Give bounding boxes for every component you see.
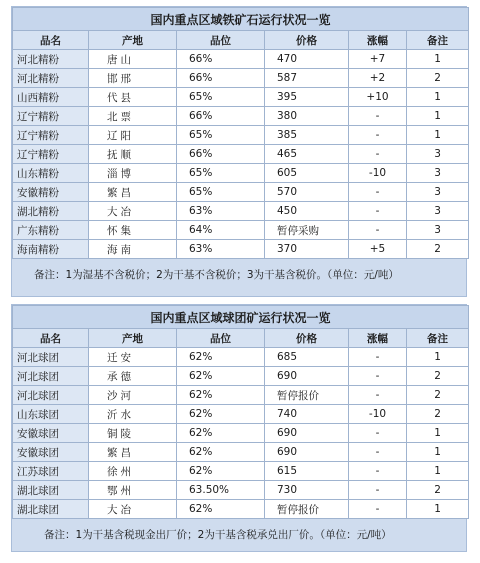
cell-grade: 62% bbox=[177, 367, 265, 386]
cell-price: 370 bbox=[265, 240, 349, 259]
cell-grade: 62% bbox=[177, 386, 265, 405]
cell-product-name: 辽宁精粉 bbox=[13, 145, 89, 164]
header-note: 备注 bbox=[407, 329, 469, 348]
cell-note: 2 bbox=[407, 367, 469, 386]
cell-product-name: 辽宁精粉 bbox=[13, 107, 89, 126]
cell-origin: 怀集 bbox=[89, 221, 177, 240]
cell-change: - bbox=[349, 126, 407, 145]
table-title: 国内重点区域球团矿运行状况一览 bbox=[13, 306, 469, 329]
table-row bbox=[13, 443, 469, 462]
cell-change: +7 bbox=[349, 50, 407, 69]
cell-change: - bbox=[349, 221, 407, 240]
cell-origin: 繁昌 bbox=[89, 443, 177, 462]
cell-price: 570 bbox=[265, 183, 349, 202]
cell-change: - bbox=[349, 443, 407, 462]
table-row bbox=[13, 240, 469, 259]
cell-price: 385 bbox=[265, 126, 349, 145]
cell-change: -10 bbox=[349, 164, 407, 183]
table-row bbox=[13, 88, 469, 107]
cell-product-name: 河北精粉 bbox=[13, 69, 89, 88]
cell-price: 615 bbox=[265, 462, 349, 481]
cell-change: - bbox=[349, 424, 407, 443]
cell-note: 2 bbox=[407, 405, 469, 424]
cell-grade: 64% bbox=[177, 221, 265, 240]
table-row bbox=[13, 145, 469, 164]
cell-product-name: 山西精粉 bbox=[13, 88, 89, 107]
cell-note: 1 bbox=[407, 348, 469, 367]
cell-note: 1 bbox=[407, 443, 469, 462]
cell-product-name: 河北球团 bbox=[13, 386, 89, 405]
table-title-row bbox=[13, 8, 469, 31]
cell-product-name: 湖北球团 bbox=[13, 481, 89, 500]
cell-product-name: 海南精粉 bbox=[13, 240, 89, 259]
cell-product-name: 山东球团 bbox=[13, 405, 89, 424]
cell-origin: 淄博 bbox=[89, 164, 177, 183]
cell-note: 2 bbox=[407, 481, 469, 500]
cell-grade: 63% bbox=[177, 240, 265, 259]
cell-change: +5 bbox=[349, 240, 407, 259]
cell-price: 690 bbox=[265, 443, 349, 462]
table-row bbox=[13, 202, 469, 221]
cell-grade: 63.50% bbox=[177, 481, 265, 500]
cell-price: 395 bbox=[265, 88, 349, 107]
cell-price: 470 bbox=[265, 50, 349, 69]
table-row bbox=[13, 50, 469, 69]
cell-grade: 62% bbox=[177, 443, 265, 462]
cell-product-name: 河北球团 bbox=[13, 348, 89, 367]
cell-note: 3 bbox=[407, 145, 469, 164]
cell-origin: 邯邢 bbox=[89, 69, 177, 88]
cell-grade: 65% bbox=[177, 164, 265, 183]
cell-price: 暂停报价 bbox=[265, 500, 349, 519]
cell-origin: 辽阳 bbox=[89, 126, 177, 145]
header-origin: 产地 bbox=[89, 329, 177, 348]
cell-product-name: 河北精粉 bbox=[13, 50, 89, 69]
cell-grade: 65% bbox=[177, 183, 265, 202]
cell-change: - bbox=[349, 107, 407, 126]
cell-price: 暂停报价 bbox=[265, 386, 349, 405]
cell-grade: 66% bbox=[177, 69, 265, 88]
cell-origin: 徐州 bbox=[89, 462, 177, 481]
cell-price: 380 bbox=[265, 107, 349, 126]
cell-origin: 抚顺 bbox=[89, 145, 177, 164]
cell-origin: 北票 bbox=[89, 107, 177, 126]
table-row bbox=[13, 405, 469, 424]
table-row bbox=[13, 126, 469, 145]
table-row bbox=[13, 424, 469, 443]
cell-grade: 62% bbox=[177, 462, 265, 481]
table-row bbox=[13, 164, 469, 183]
cell-product-name: 江苏球团 bbox=[13, 462, 89, 481]
cell-product-name: 湖北球团 bbox=[13, 500, 89, 519]
cell-grade: 66% bbox=[177, 145, 265, 164]
table-row bbox=[13, 221, 469, 240]
cell-change: - bbox=[349, 500, 407, 519]
table-title: 国内重点区域铁矿石运行状况一览 bbox=[13, 8, 469, 31]
pellet-panel bbox=[11, 304, 467, 552]
cell-origin: 铜陵 bbox=[89, 424, 177, 443]
cell-change: - bbox=[349, 481, 407, 500]
table-header-row bbox=[13, 31, 469, 50]
cell-product-name: 安徽球团 bbox=[13, 443, 89, 462]
cell-price: 730 bbox=[265, 481, 349, 500]
cell-change: - bbox=[349, 145, 407, 164]
cell-note: 1 bbox=[407, 500, 469, 519]
cell-change: - bbox=[349, 386, 407, 405]
cell-note: 3 bbox=[407, 164, 469, 183]
table-row bbox=[13, 462, 469, 481]
cell-price: 587 bbox=[265, 69, 349, 88]
header-name: 品名 bbox=[13, 31, 89, 50]
cell-change: - bbox=[349, 183, 407, 202]
table-header-row bbox=[13, 329, 469, 348]
cell-grade: 63% bbox=[177, 202, 265, 221]
header-change: 涨幅 bbox=[349, 329, 407, 348]
cell-grade: 65% bbox=[177, 126, 265, 145]
cell-product-name: 辽宁精粉 bbox=[13, 126, 89, 145]
cell-product-name: 河北球团 bbox=[13, 367, 89, 386]
cell-price: 685 bbox=[265, 348, 349, 367]
cell-origin: 唐山 bbox=[89, 50, 177, 69]
cell-product-name: 广东精粉 bbox=[13, 221, 89, 240]
table-row bbox=[13, 348, 469, 367]
cell-origin: 迁安 bbox=[89, 348, 177, 367]
cell-price: 暂停采购 bbox=[265, 221, 349, 240]
cell-origin: 沙河 bbox=[89, 386, 177, 405]
cell-price: 690 bbox=[265, 367, 349, 386]
cell-change: - bbox=[349, 202, 407, 221]
cell-grade: 62% bbox=[177, 405, 265, 424]
cell-note: 3 bbox=[407, 183, 469, 202]
header-name: 品名 bbox=[13, 329, 89, 348]
cell-note: 3 bbox=[407, 221, 469, 240]
cell-price: 740 bbox=[265, 405, 349, 424]
iron-ore-table bbox=[12, 7, 469, 259]
pellet-table bbox=[12, 305, 469, 519]
cell-note: 1 bbox=[407, 50, 469, 69]
cell-origin: 大冶 bbox=[89, 500, 177, 519]
cell-note: 2 bbox=[407, 386, 469, 405]
cell-price: 450 bbox=[265, 202, 349, 221]
header-note: 备注 bbox=[407, 31, 469, 50]
header-price: 价格 bbox=[265, 329, 349, 348]
header-origin: 产地 bbox=[89, 31, 177, 50]
cell-product-name: 山东精粉 bbox=[13, 164, 89, 183]
cell-grade: 66% bbox=[177, 50, 265, 69]
cell-product-name: 安徽球团 bbox=[13, 424, 89, 443]
cell-origin: 繁昌 bbox=[89, 183, 177, 202]
table-row bbox=[13, 367, 469, 386]
iron-ore-panel bbox=[11, 6, 467, 297]
cell-change: - bbox=[349, 348, 407, 367]
cell-product-name: 湖北精粉 bbox=[13, 202, 89, 221]
cell-change: - bbox=[349, 462, 407, 481]
cell-grade: 65% bbox=[177, 88, 265, 107]
cell-note: 1 bbox=[407, 424, 469, 443]
cell-change: - bbox=[349, 367, 407, 386]
header-grade: 品位 bbox=[177, 329, 265, 348]
table-row bbox=[13, 386, 469, 405]
cell-origin: 鄂州 bbox=[89, 481, 177, 500]
cell-change: +10 bbox=[349, 88, 407, 107]
cell-grade: 62% bbox=[177, 348, 265, 367]
cell-grade: 62% bbox=[177, 500, 265, 519]
table-row bbox=[13, 481, 469, 500]
table-row bbox=[13, 183, 469, 202]
cell-origin: 大冶 bbox=[89, 202, 177, 221]
header-price: 价格 bbox=[265, 31, 349, 50]
cell-note: 1 bbox=[407, 462, 469, 481]
table-row bbox=[13, 69, 469, 88]
cell-note: 2 bbox=[407, 240, 469, 259]
cell-note: 1 bbox=[407, 88, 469, 107]
cell-note: 2 bbox=[407, 69, 469, 88]
cell-change: -10 bbox=[349, 405, 407, 424]
table-row bbox=[13, 107, 469, 126]
cell-note: 1 bbox=[407, 126, 469, 145]
iron-ore-note: 备注：1为湿基不含税价；2为干基不含税价；3为干基含税价。（单位：元/吨） bbox=[34, 269, 399, 281]
cell-note: 3 bbox=[407, 202, 469, 221]
table-title-row bbox=[13, 306, 469, 329]
cell-price: 465 bbox=[265, 145, 349, 164]
cell-price: 605 bbox=[265, 164, 349, 183]
table-row bbox=[13, 500, 469, 519]
cell-product-name: 安徽精粉 bbox=[13, 183, 89, 202]
cell-grade: 66% bbox=[177, 107, 265, 126]
cell-origin: 沂水 bbox=[89, 405, 177, 424]
cell-origin: 海南 bbox=[89, 240, 177, 259]
cell-note: 1 bbox=[407, 107, 469, 126]
cell-origin: 代县 bbox=[89, 88, 177, 107]
header-grade: 品位 bbox=[177, 31, 265, 50]
pellet-note: 备注：1为干基含税现金出厂价；2为干基含税承兑出厂价。（单位：元/吨） bbox=[44, 529, 392, 541]
cell-change: +2 bbox=[349, 69, 407, 88]
header-change: 涨幅 bbox=[349, 31, 407, 50]
cell-price: 690 bbox=[265, 424, 349, 443]
cell-grade: 62% bbox=[177, 424, 265, 443]
cell-origin: 承德 bbox=[89, 367, 177, 386]
